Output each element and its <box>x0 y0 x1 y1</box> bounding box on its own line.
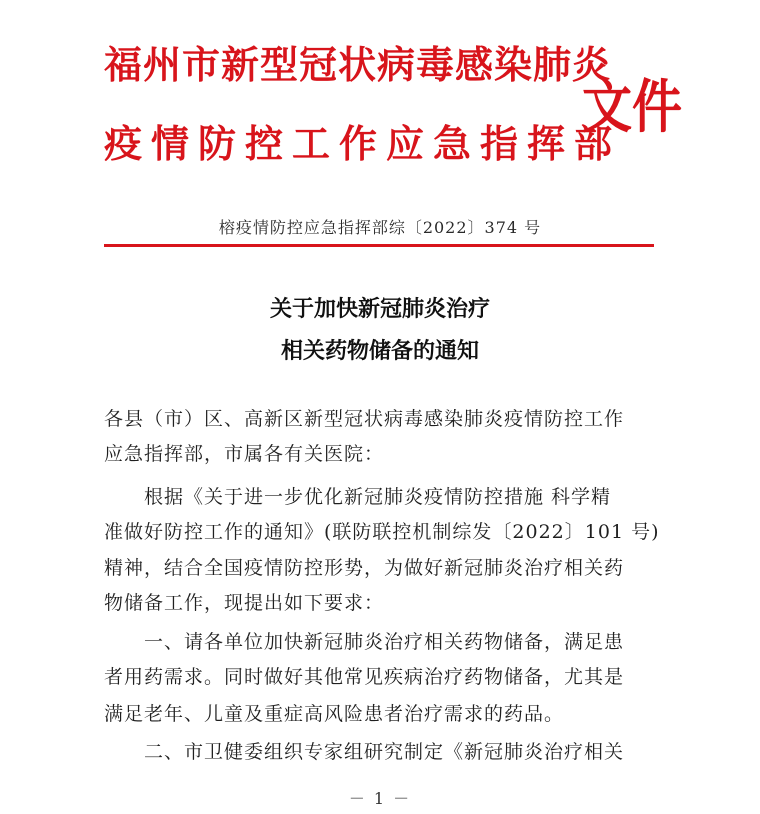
issuer-name-line-1: 福州市新型冠状病毒感染肺炎 <box>104 42 612 87</box>
document-title-line-1: 关于加快新冠肺炎治疗 <box>269 296 490 322</box>
body-line: 满足老年、儿童及重症高风险患者治疗需求的药品。 <box>104 703 565 725</box>
body-line: 者用药需求。同时做好其他常见疾病治疗药物储备，尤其是 <box>104 666 625 688</box>
body-line: 物储备工作，现提出如下要求： <box>104 592 385 614</box>
red-divider-line <box>104 244 654 247</box>
document-title-line-2: 相关药物储备的通知 <box>280 338 479 364</box>
body-line: 各县（市）区、高新区新型冠状病毒感染肺炎疫情防控工作 <box>104 408 625 430</box>
document-type-label: 文件 <box>582 72 682 141</box>
body-line: 二、市卫健委组织专家组研究制定《新冠肺炎治疗相关 <box>104 741 625 763</box>
body-line: 准做好防控工作的通知》(联防联控机制综发〔2022〕101 号) <box>104 521 660 543</box>
issuer-name-line-2: 疫情防控工作应急指挥部 <box>104 121 622 166</box>
body-line: 根据《关于进一步优化新冠肺炎疫情防控措施 科学精 <box>104 486 612 508</box>
page-number: － 1 － <box>348 789 412 808</box>
body-line: 应急指挥部，市属各有关医院： <box>104 443 385 465</box>
document-number: 榕疫情防控应急指挥部综〔2022〕374 号 <box>218 218 542 237</box>
body-line: 一、请各单位加快新冠肺炎治疗相关药物储备，满足患 <box>104 631 625 653</box>
body-line: 精神，结合全国疫情防控形势，为做好新冠肺炎治疗相关药 <box>104 557 625 579</box>
